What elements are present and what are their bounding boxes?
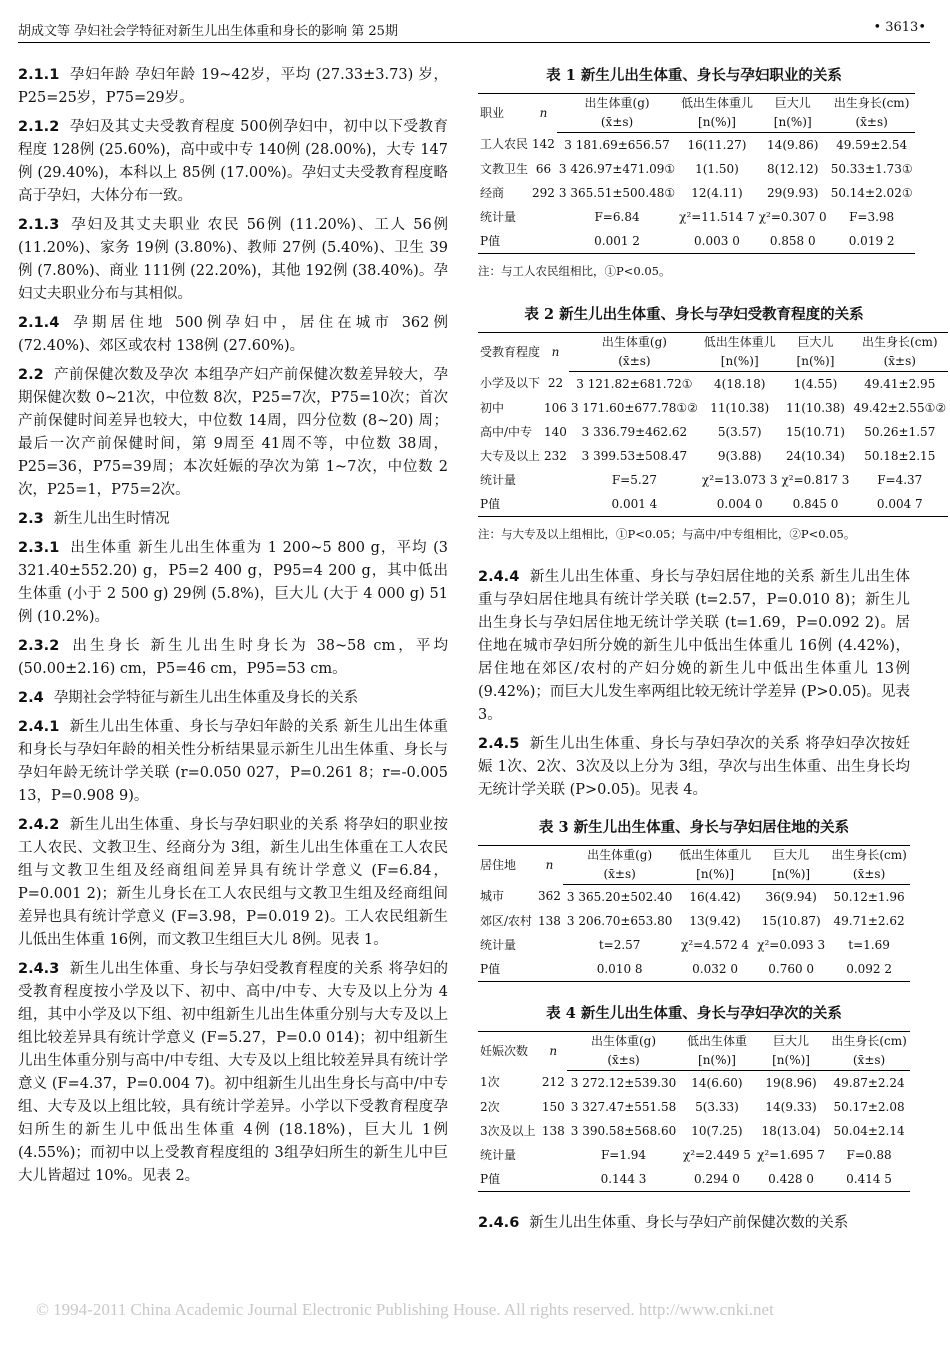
table-cell: 1次 (480, 1075, 500, 1090)
column-subheader: [n(%)] (676, 865, 754, 885)
table-cell: 232 (544, 448, 567, 463)
table-cell: F=4.37 (877, 472, 923, 487)
column-header: 巨大儿 (773, 848, 810, 862)
table-cell: 郊区/农村 (480, 913, 533, 928)
table-cell: 0.001 2 (594, 233, 640, 248)
paragraph-text: 孕期社会学特征与新生儿出生体重及身长的关系 (53, 690, 359, 706)
table-cell: 49.42±2.55①② (853, 400, 947, 415)
table-cell: 15(10.87) (761, 913, 821, 928)
table-cell: t=1.69 (848, 937, 890, 952)
paragraph (18, 537, 448, 629)
section-number: 2.4.4 (478, 569, 520, 585)
section-number: 2.3 (18, 511, 44, 527)
table-2 (478, 303, 947, 546)
table-cell: 0.845 0 (792, 496, 839, 511)
table-row (478, 909, 910, 933)
table-cell (542, 492, 569, 517)
column-header-n: n (545, 857, 554, 872)
column-header: 低出生体重 (686, 1034, 747, 1048)
table-cell (530, 205, 557, 229)
table-cell: 50.12±1.96 (833, 889, 905, 904)
table-4 (478, 1002, 910, 1192)
section-number: 2.1.1 (18, 67, 60, 83)
table-cell: 高中/中专 (480, 424, 533, 439)
column-subheader: (x̄±s) (851, 352, 948, 372)
paragraph (18, 508, 448, 531)
table-cell: P值 (480, 1171, 501, 1186)
table-cell: 3 327.47±551.58 (570, 1099, 677, 1114)
table-cell: 50.04±2.14 (833, 1123, 905, 1138)
table-cell: 0.428 0 (768, 1171, 814, 1186)
table-cell: 0.004 0 (716, 496, 763, 511)
table-cell: F=0.88 (846, 1147, 892, 1162)
left-column (18, 64, 448, 1194)
table-cell: P值 (480, 233, 501, 248)
data-table (478, 332, 948, 517)
table-cell: 13(9.42) (689, 913, 741, 928)
table-cell: 2次 (480, 1099, 500, 1114)
data-table (478, 93, 915, 254)
table-row (478, 1143, 910, 1167)
column-subheader: (x̄±s) (829, 113, 915, 133)
paragraph (18, 364, 448, 502)
table-cell: 0.858 0 (769, 233, 816, 248)
table-cell (539, 1167, 567, 1192)
table-cell: F=6.84 (594, 209, 640, 224)
column-header: 出生身长(cm) (831, 848, 907, 862)
table-cell: 50.33±1.73① (830, 161, 913, 176)
table-cell: χ²=0.093 3 (757, 937, 826, 952)
table-cell: 统计量 (480, 937, 517, 952)
column-header-n: n (551, 344, 560, 359)
table-cell: 22 (547, 376, 564, 391)
paragraph-text: 新生儿出生体重、身长与孕妇孕次的关系 将孕妇孕次按妊娠 1次、2次、3次及以上分为 3组，孕次与出生体重、出生身长均无统计学关联 (P>0.05)。见表 4。 (478, 736, 910, 798)
paragraph (18, 64, 448, 110)
column-header: 出生体重(g) (587, 848, 653, 862)
column-header: 低出生体重儿 (703, 335, 776, 349)
running-header (18, 20, 930, 39)
table-cell: 212 (541, 1075, 565, 1090)
table-cell: 36(9.94) (765, 889, 817, 904)
table-cell: 0.001 4 (611, 496, 658, 511)
column-header: 低出生体重儿 (679, 848, 752, 862)
table-cell: 0.032 0 (692, 961, 738, 976)
table-cell: 0.414 5 (846, 1171, 892, 1186)
table-cell: 138 (538, 913, 561, 928)
table-cell: 工人农民 (480, 137, 529, 152)
table-cell: 0.092 2 (846, 961, 892, 976)
table-row (478, 468, 948, 492)
table-cell: 3 365.51±500.48① (558, 185, 676, 200)
section-number: 2.1.3 (18, 217, 60, 233)
table-cell: 362 (538, 889, 561, 904)
table-title: 表 3 新生儿出生体重、身长与孕妇居住地的关系 (538, 819, 850, 836)
column-header: 受教育程度 (480, 344, 541, 359)
table-cell: 0.010 8 (596, 961, 643, 976)
table-row (478, 1071, 910, 1096)
paragraph (18, 716, 448, 808)
table-cell: 3 336.79±462.62 (581, 424, 688, 439)
table-1 (478, 64, 913, 283)
page-number: • 3613• (873, 20, 926, 35)
table-cell: 50.26±1.57 (864, 424, 936, 439)
table-cell: 0.294 0 (694, 1171, 740, 1186)
table-cell: 0.004 7 (876, 496, 923, 511)
section-number: 2.3.1 (18, 540, 60, 556)
paragraph (478, 733, 910, 802)
table-row (478, 205, 915, 229)
paragraph-text: 孕期居住地 500例孕妇中，居住在城市 362例 (72.40%)、郊区或农村 138例 (27.60%)。 (18, 315, 448, 354)
table-row (478, 229, 915, 254)
table-row (478, 1095, 910, 1119)
column-header: 出生身长(cm) (831, 1034, 907, 1048)
column-subheader: [n(%)] (754, 1051, 828, 1071)
table-cell: 3 365.20±502.40 (566, 889, 673, 904)
table-cell: 3 272.12±539.30 (570, 1075, 677, 1090)
section-number: 2.4.1 (18, 719, 60, 735)
column-subheader: [n(%)] (680, 1051, 754, 1071)
table-cell: 10(7.25) (691, 1123, 743, 1138)
column-header: 低出生体重儿 (680, 96, 753, 110)
column-header: 妊娠次数 (480, 1043, 529, 1058)
table-row (478, 1167, 910, 1192)
table-cell (542, 468, 569, 492)
table-cell: 11(10.38) (785, 400, 845, 415)
section-number: 2.2 (18, 367, 44, 383)
table-cell: 0.144 3 (600, 1171, 647, 1186)
section-number: 2.4 (18, 690, 44, 706)
table-cell: 18(13.04) (761, 1123, 821, 1138)
table-cell (530, 229, 557, 254)
table-cell: 12(4.11) (691, 185, 743, 200)
table-cell: χ²=13.073 3 (701, 472, 778, 487)
header-rule (18, 42, 930, 43)
table-cell: χ²=1.695 7 (757, 1147, 826, 1162)
column-header-n: n (539, 105, 548, 120)
table-row (478, 492, 948, 517)
section-heading-2-4-6: 2.4.6 新生儿出生体重、身长与孕妇产前保健次数的关系 (478, 1215, 849, 1231)
column-subheader: [n(%)] (700, 352, 780, 372)
table-row (478, 957, 910, 982)
table-row (478, 1119, 910, 1143)
table-cell: 50.17±2.08 (833, 1099, 905, 1114)
table-cell: 50.14±2.02① (830, 185, 913, 200)
column-header-n: n (549, 1043, 558, 1058)
table-row (478, 420, 948, 444)
table-cell: 19(8.96) (765, 1075, 817, 1090)
paragraph-text: 孕妇年龄 孕妇年龄 19~42岁，平均 (27.33±3.73) 岁，P25=25岁，P75=29岁。 (18, 67, 448, 106)
table-cell: 106 (544, 400, 567, 415)
table-cell: 8(12.12) (767, 161, 819, 176)
table-cell: 3 399.53±508.47 (581, 448, 688, 463)
table-cell: χ²=11.514 7 (679, 209, 755, 224)
table-cell: 文教卫生 (480, 161, 529, 176)
table-cell: 5(3.33) (695, 1099, 739, 1114)
table-cell: P值 (480, 496, 501, 511)
table-cell: 11(10.38) (710, 400, 770, 415)
table-cell: 0.760 0 (768, 961, 815, 976)
table-cell (536, 957, 564, 982)
table-cell: 0.019 2 (848, 233, 895, 248)
column-subheader: (x̄±s) (828, 865, 910, 885)
table-cell: 5(3.57) (717, 424, 762, 439)
table-cell (536, 933, 564, 957)
table-title: 表 1 新生儿出生体重、身长与孕妇职业的关系 (546, 67, 842, 84)
table-cell: 49.87±2.24 (833, 1075, 905, 1090)
data-table (478, 1031, 910, 1192)
table-cell: 3 121.82±681.72① (576, 376, 693, 391)
table-cell: 3 390.58±568.60 (570, 1123, 677, 1138)
section-number: 2.4.3 (18, 961, 60, 977)
table-cell: 49.59±2.54 (836, 137, 908, 152)
paragraph (18, 814, 448, 952)
table-cell: 140 (544, 424, 567, 439)
table-cell: F=1.94 (600, 1147, 647, 1162)
table-cell: 49.41±2.95 (864, 376, 936, 391)
table-cell: F=5.27 (611, 472, 657, 487)
table-cell: 小学及以下 (480, 376, 541, 391)
paragraph-text: 产前保健次数及孕次 本组孕产妇产前保健次数差异较大，孕期保健次数 0~21次，中位数 8次，P25=7次，P75=10次；首次产前保健时间差异也较大，中位数 14周，四分位数 (8~20) 周；最后一次产前保健时间，第 9周至 41周不等，中位数 38周，P25=36，P75=39周；本次妊娠的孕次为第 1~7次，中位数 2次，P25=1，P75=2次。 (18, 367, 448, 498)
paragraph-text: 新生儿出生体重、身长与孕妇职业的关系 将孕妇的职业按工人农民、文教卫生、经商分为 3组，新生儿出生体重在工人农民组与文教卫生组及经商组间差异具有统计学意义 (F=6.84，P=0.001 2)；新生儿身长在工人农民组与文教卫生组及经商组间差异也具有统计学意义 (F=3.98，P=0.019 2)。工人农民组新生儿低出生体重 16例，而文教卫生组巨大儿 8例。见表 1。 (18, 817, 448, 948)
table-cell: 49.71±2.62 (833, 913, 905, 928)
paragraph (18, 687, 448, 710)
table-title: 表 2 新生儿出生体重、身长与孕妇受教育程度的关系 (524, 306, 864, 323)
paragraph-text: 新生儿出生体重、身长与孕妇居住地的关系 新生儿出生体重与孕妇居住地具有统计学关联 (t=2.57，P=0.010 8)；新生儿出生身长与孕妇居住地无统计学关联 (t=1.69，P=0.092 2)。居住地在城市孕妇所分娩的新生儿中低出生体重儿 16例 (4.42%)，居住地在郊区/农村的产妇分娩的新生儿中低出生体重儿 13例 (9.42%)；而巨大儿发生率两组比较无统计学差异 (P>0.05)。见表 3。 (478, 569, 910, 723)
table-cell: 14(9.86) (767, 137, 819, 152)
table-cell: 初中 (480, 400, 505, 415)
column-subheader: (x̄±s) (563, 865, 676, 885)
section-number: 2.3.2 (18, 638, 60, 654)
table-cell: 15(10.71) (785, 424, 845, 439)
table-row (478, 372, 948, 397)
column-header: 出生体重(g) (584, 96, 650, 110)
table-cell: 292 (532, 185, 555, 200)
table-cell: 29(9.93) (767, 185, 819, 200)
table-cell: 138 (541, 1123, 565, 1138)
table-cell: 城市 (480, 889, 505, 904)
section-number: 2.1.2 (18, 119, 60, 135)
table-cell: 50.18±2.15 (864, 448, 936, 463)
column-header: 出生体重(g) (601, 335, 667, 349)
table-cell: 9(3.88) (717, 448, 762, 463)
column-subheader: (x̄±s) (569, 352, 700, 372)
right-paragraphs (478, 566, 910, 802)
table-cell: 统计量 (480, 472, 517, 487)
table-cell: F=3.98 (849, 209, 895, 224)
table-note: 注：与工人农民组相比，①P<0.05。 (478, 264, 671, 278)
right-column (478, 64, 947, 1241)
data-table (478, 845, 910, 982)
table-cell: 3 426.97±471.09① (558, 161, 676, 176)
table-cell: P值 (480, 961, 501, 976)
table-cell: 经商 (480, 185, 505, 200)
table-3 (478, 816, 910, 982)
table-cell (539, 1143, 567, 1167)
table-cell: 4(18.18) (714, 376, 766, 391)
paragraph-text: 孕妇及其丈夫受教育程度 500例孕妇中，初中以下受教育程度 128例 (25.60%)，高中或中专 140例 (28.00%)，大专 147例 (29.40%)，本科以上 85例 (17.00%)。孕妇丈夫受教育程度略高于孕妇，大体分布一致。 (18, 119, 448, 204)
table-cell: 统计量 (480, 1147, 517, 1162)
table-cell: 16(11.27) (687, 137, 747, 152)
table-cell: 3 171.60±677.78①② (570, 400, 698, 415)
table-cell: 14(6.60) (691, 1075, 743, 1090)
paragraph (18, 214, 448, 306)
paragraph-text: 出生身长 新生儿出生时身长为 38~58 cm，平均 (50.00±2.16) cm，P5=46 cm，P95=53 cm。 (18, 638, 448, 677)
table-cell: 1(1.50) (695, 161, 739, 176)
table-cell: 3次及以上 (480, 1123, 536, 1138)
table-row (478, 181, 915, 205)
column-header: 出生身长(cm) (833, 96, 910, 110)
table-cell: 66 (535, 161, 552, 176)
column-subheader: [n(%)] (757, 113, 829, 133)
column-header: 出生体重(g) (590, 1034, 657, 1048)
section-number: 2.4.5 (478, 736, 520, 752)
table-row (478, 157, 915, 181)
column-header: 巨大儿 (774, 96, 811, 110)
table-cell: χ²=0.817 3 (781, 472, 850, 487)
table-cell: 大专及以上 (480, 448, 541, 463)
paragraph-text: 孕妇及其丈夫职业 农民 56例 (11.20%)、工人 56例 (11.20%)、家务 19例 (3.80%)、教师 27例 (5.40%)、卫生 39例 (7.80%)、商业 111例 (22.20%)，其他 192例 (38.40%)。孕妇丈夫职业分布与其相似。 (18, 217, 448, 302)
paragraph-text: 新生儿出生时情况 (53, 511, 170, 527)
paragraph-text: 新生儿出生体重、身长与孕妇受教育程度的关系 将孕妇的受教育程度按小学及以下、初中、高中/中专、大专及以上分为 4组，其中小学及以下组、初中组新生儿出生体重分别与大专及以上组比较差异具有统计学意义 (F=5.27，P=0.0 014)；初中组新生儿出生体重分别与高中/中专组、大专及以上组比较差异具有统计学意义 (F=4.37，P=0.004 7)。初中组新生儿出生身长与高中/中专组、大专及以上组比较，具有统计学差异。小学以下受教育程度孕妇所生的新生儿中低出生体重 4例 (18.18%)，巨大儿 1例 (4.55%)；而初中以上受教育程度组的 3组孕妇所生的新生儿中巨大儿皆超过 10%。见表 2。 (18, 961, 448, 1184)
column-header: 巨大儿 (797, 335, 834, 349)
column-header: 出生身长(cm) (862, 335, 938, 349)
paragraph-text: 出生体重 新生儿出生体重为 1 200~5 800 g，平均 (3 321.40±552.20) g，P5=2 400 g，P95=4 200 g，其中低出生体重 (小于 2 500 g) 29例 (5.8%)，巨大儿 (大于 4 000 g) 51例 (10.2%)。 (18, 540, 448, 625)
table-row (478, 444, 948, 468)
column-subheader: [n(%)] (754, 865, 828, 885)
paragraph (478, 566, 910, 727)
copyright-watermark: © 1994-2011 China Academic Journal Electronic Publishing House. All rights reserved. http://www.cnki.net (36, 1300, 774, 1319)
table-row (478, 933, 910, 957)
table-cell: t=2.57 (598, 937, 641, 952)
column-header: 职业 (480, 105, 505, 120)
table-cell: 14(9.33) (765, 1099, 817, 1114)
column-header: 巨大儿 (773, 1034, 810, 1048)
table-cell: χ²=2.449 5 (682, 1147, 751, 1162)
column-subheader: (x̄±s) (567, 1051, 680, 1071)
paragraph (18, 635, 448, 681)
table-cell: 统计量 (480, 209, 517, 224)
table-cell: 150 (541, 1099, 565, 1114)
table-row (478, 885, 910, 910)
table-cell: 24(10.34) (785, 448, 845, 463)
column-subheader: [n(%)] (677, 113, 757, 133)
section-number: 2.4.2 (18, 817, 60, 833)
table-note: 注：与大专及以上组相比，①P<0.05；与高中/中专组相比，②P<0.05。 (478, 527, 856, 541)
column-header: 居住地 (480, 857, 517, 872)
paragraph (18, 958, 448, 1188)
paragraph (18, 312, 448, 358)
paragraph-text: 新生儿出生体重、身长与孕妇年龄的关系 新生儿出生体重和身长与孕妇年龄的相关性分析结果显示新生儿出生体重、身长与孕妇年龄无统计学关联 (r=0.050 027，P=0.261 8；r=-0.005 13，P=0.908 9)。 (18, 719, 448, 804)
header-left: 胡成文等 孕妇社会学特征对新生儿出生体重和身长的影响 第 25期 (18, 24, 398, 39)
table-cell: χ²=4.572 4 (681, 937, 750, 952)
table-cell: 3 206.70±653.80 (566, 913, 673, 928)
table-cell: 0.003 0 (694, 233, 740, 248)
paragraph (18, 116, 448, 208)
table-cell: χ²=0.307 0 (758, 209, 827, 224)
table-title: 表 4 新生儿出生体重、身长与孕妇孕次的关系 (546, 1005, 842, 1022)
table-row (478, 133, 915, 158)
table-cell: 1(4.55) (793, 376, 838, 391)
table-cell: 142 (532, 137, 555, 152)
table-cell: 16(4.42) (689, 889, 741, 904)
table-row (478, 396, 948, 420)
table-cell: 3 181.69±656.57 (564, 137, 670, 152)
column-subheader: (x̄±s) (557, 113, 677, 133)
column-subheader: (x̄±s) (828, 1051, 910, 1071)
column-subheader: [n(%)] (780, 352, 852, 372)
section-number: 2.1.4 (18, 315, 60, 331)
